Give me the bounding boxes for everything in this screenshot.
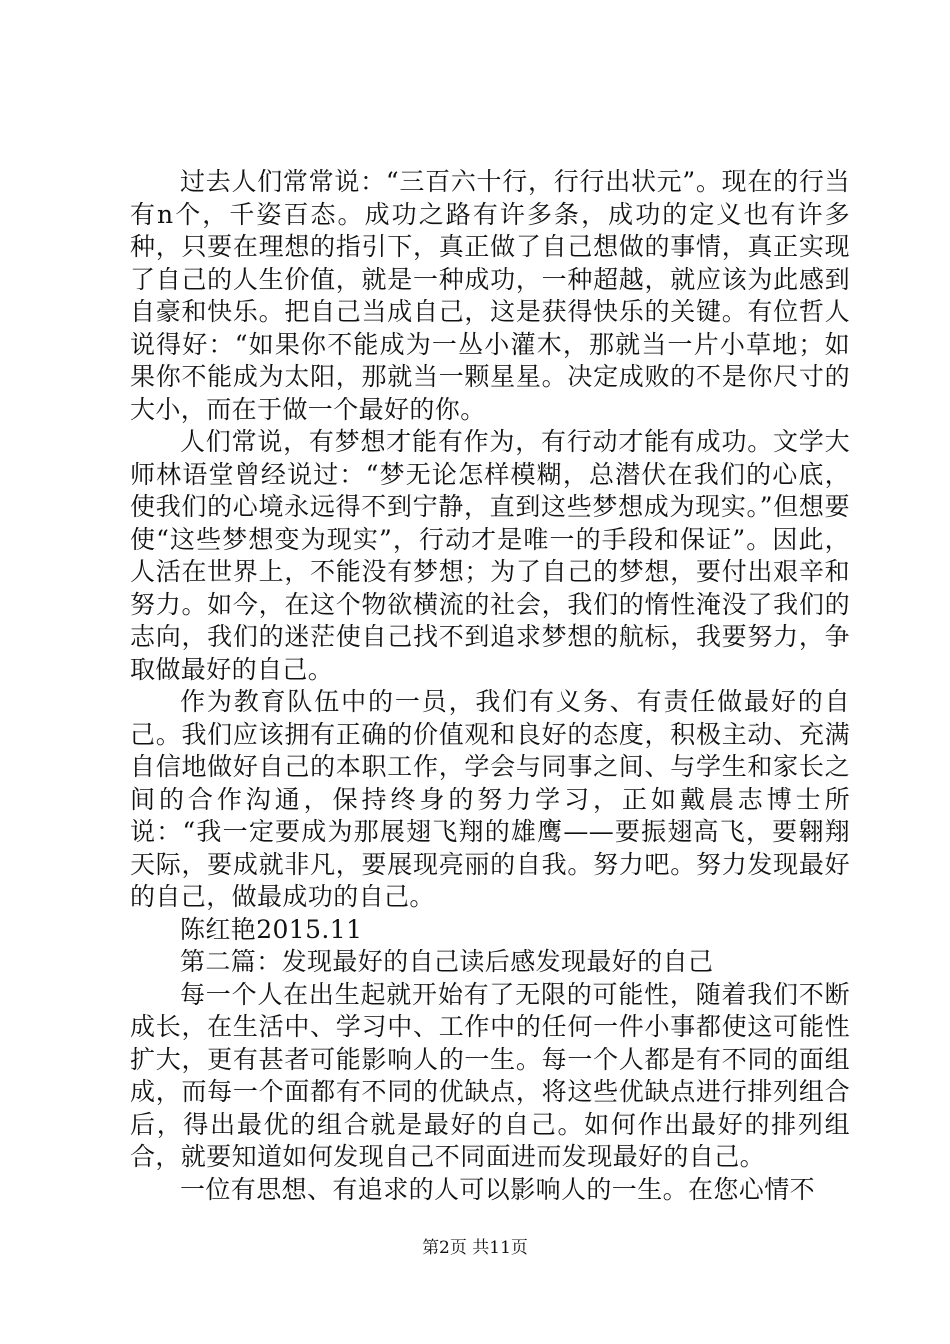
section-heading: 第二篇：发现最好的自己读后感发现最好的自己	[180, 947, 714, 976]
paragraph-3: 作为教育队伍中的一员，我们有义务、有责任做最好的自己。我们应该拥有正确的价值观和良好的态度，积极主动、充满自信地做好自己的本职工作，学会与同事之间、与学生和家长之间的合作沟通，保持终身的努力学习，正如戴晨志博士所说：“我一定要成为那展翅飞翔的雄鹰——要振翅高飞，要翱翔天际，要成就非凡，要展现亮丽的自我。努力吧。努力发现最好的自己，做最成功的自己。	[130, 687, 850, 911]
paragraph-4: 每一个人在出生起就开始有了无限的可能性，随着我们不断成长，在生活中、学习中、工作中的任何一件小事都使这可能性扩大，更有甚者可能影响人的一生。每一个人都是有不同的面组成，而每一个面都有不同的优缺点，将这些优缺点进行排列组合后，得出最优的组合就是最好的自己。如何作出最好的排列组合，就要知道如何发现自己不同面进而发现最好的自己。	[130, 979, 850, 1171]
paragraph-2: 人们常说，有梦想才能有作为，有行动才能有成功。文学大师林语堂曾经说过：“梦无论怎样模糊，总潜伏在我们的心底，使我们的心境永远得不到宁静，直到这些梦想成为现实。”但想要使“这些梦想变为现实”，行动才是唯一的手段和保证”。因此，人活在世界上，不能没有梦想；为了自己的梦想，要付出艰辛和努力。如今，在这个物欲横流的社会，我们的惰性淹没了我们的志向，我们的迷茫使自己找不到追求梦想的航标，我要努力，争取做最好的自己。	[130, 427, 850, 684]
author-date-line: 陈红艳2015.11	[180, 914, 363, 944]
document-body	[130, 166, 850, 1206]
page-footer: 第2页 共11页	[422, 1238, 528, 1258]
paragraph-1: 过去人们常常说：“三百六十行，行行出状元”。现在的行当有n个，千姿百态。成功之路有许多条，成功的定义也有许多种，只要在理想的指引下，真正做了自己想做的事情，真正实现了自己的人生价值，就是一种成功，一种超越，就应该为此感到自豪和快乐。把自己当成自己，这是获得快乐的关键。有位哲人说得好：“如果你不能成为一丛小灌木，那就当一片小草地；如果你不能成为太阳，那就当一颗星星。决定成败的不是你尺寸的大小，而在于做一个最好的你。	[130, 167, 850, 424]
paragraph-5: 一位有思想、有追求的人可以影响人的一生。在您心情不	[180, 1174, 816, 1204]
